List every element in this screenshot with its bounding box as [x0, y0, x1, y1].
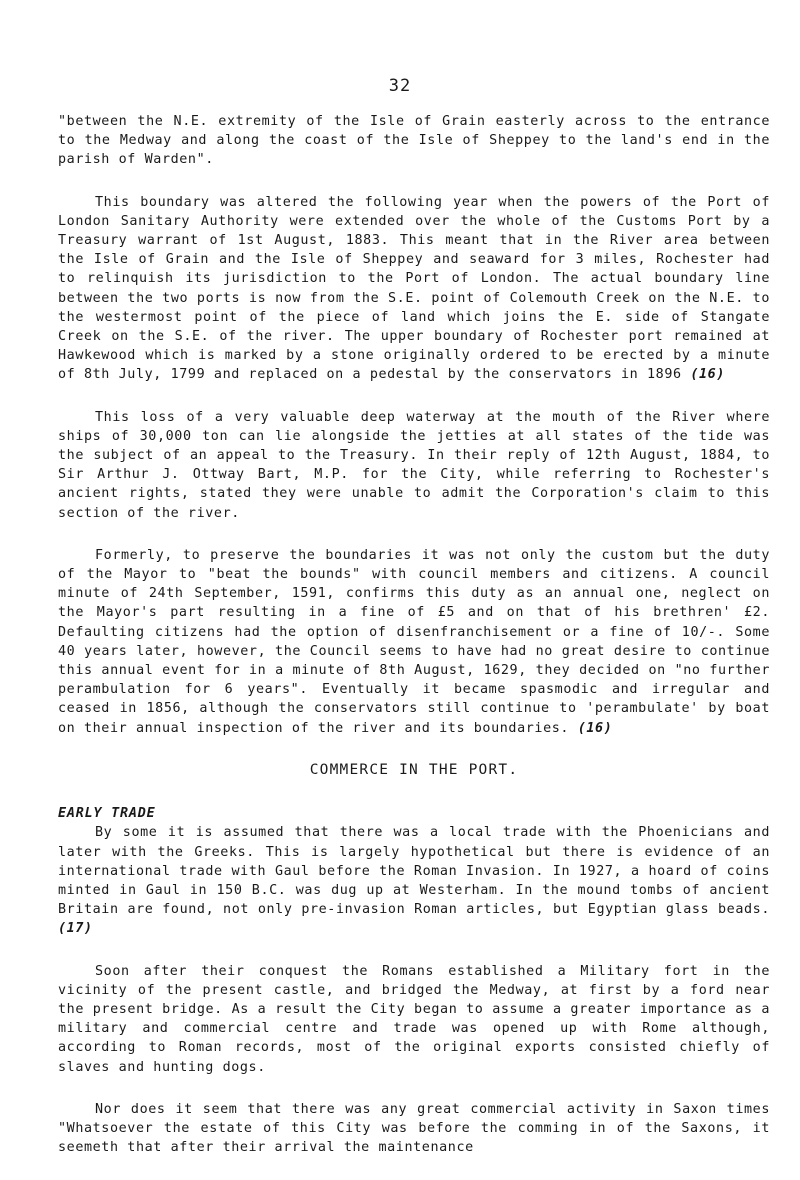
section-heading: COMMERCE IN THE PORT.: [309, 761, 519, 778]
paragraph-roman-conquest: [58, 962, 770, 1077]
document-body: [58, 112, 770, 1180]
subheading: EARLY TRADE: [58, 806, 156, 822]
paragraph-saxon-times: [58, 1100, 770, 1158]
paragraph-text: This boundary was altered the following year when the powers of the Port of London Sanitary Authority were extended over the whole of the Customs Port by a Treasury warrant of 1st August, 1883. This meant that in the River area between the Isle of Grain and the Isle of Sheppey and seaward for 3 miles, Rochester had to relinquish its jurisdiction to the Port of London. The actual boundary line between the two ports is now from the S.E. point of Colemouth Creek on the N.E. to the westermost point of the piece of land which joins the E. side of Stangate Creek on the S.E. of the river. The upper boundary of Rochester port remained at Hawkewood which is marked by a stone originally ordered to be erected by a minute of 8th July, 1799 and replaced on a pedestal by the conservators in 1896: [58, 194, 770, 383]
paragraph-text: "between the N.E. extremity of the Isle of Grain easterly across to the entrance to the Medway and along the coast of the Isle of Sheppey to the land's end in the parish of Warden".: [58, 114, 770, 168]
early-trade-section: [58, 804, 770, 938]
paragraph-text: This loss of a very valuable deep waterway at the mouth of the River where ships of 30,000 ton can lie alongside the jetties at all states of the tide was the subject of an appeal to the Treasury. In their reply of 12th August, 1884, to Sir Arthur J. Ottway Bart, M.P. for the City, while referring to Rochester's ancient rights, stated they were unable to admit the Corporation's claim to this section of the river.: [58, 409, 770, 521]
paragraph-text: Soon after their conquest the Romans established a Military fort in the vicinity of the present castle, and bridged the Medway, at first by a ford near the present bridge. As a result the City began to assume a greater importance as a military and commercial centre and trade was opened up with Rome although, according to Roman records, most of the original exports consisted chiefly of slaves and hunting dogs.: [58, 963, 770, 1075]
paragraph-text: Nor does it seem that there was any great commercial activity in Saxon times "Whatsoever the estate of this City was before the comming in of the Saxons, it seemeth that after their arrival the maintenance: [58, 1101, 770, 1156]
reference-marker: (16): [577, 720, 613, 736]
reference-marker: (17): [58, 921, 93, 937]
paragraph-beat-the-bounds: [58, 546, 770, 738]
paragraph-text: Formerly, to preserve the boundaries it was not only the custom but the duty of the Mayor to "beat the bounds" with council members and citizens. A council minute of 24th September, 1591, confirms this duty as an annual one, neglect on the Mayor's part resulting in a fine of £5 and on that of his brethren' £2. Defaulting citizens had the option of disenfranchisement or a fine of 10/-. Some 40 years later, however, the Council seems to have had no great desire to continue this annual event for in a minute of 8th August, 1629, they decided on "no further perambulation for 6 years". Eventually it became spasmodic and irregular and ceased in 1856, although the conservators still continue to 'perambulate' by boat on their annual inspection of the river and its boundaries.: [58, 547, 770, 736]
paragraph-waterway-loss: [58, 408, 770, 523]
reference-marker: (16): [690, 367, 725, 383]
paragraph-early-trade: [58, 823, 770, 938]
paragraph-boundary-altered: [58, 193, 770, 385]
paragraph-boundary-quote: [58, 112, 770, 170]
page-number: 32: [388, 76, 412, 96]
paragraph-text: By some it is assumed that there was a local trade with the Phoenicians and later with the Greeks. This is largely hypothetical but there is evidence of an international trade with Gaul before the Roman Invasion. In 1927, a hoard of coins minted in Gaul in 150 B.C. was dug up at Westerham. In the mound tombs of ancient Britain are found, not only pre-invasion Roman articles, but Egyptian glass beads.: [58, 825, 770, 918]
